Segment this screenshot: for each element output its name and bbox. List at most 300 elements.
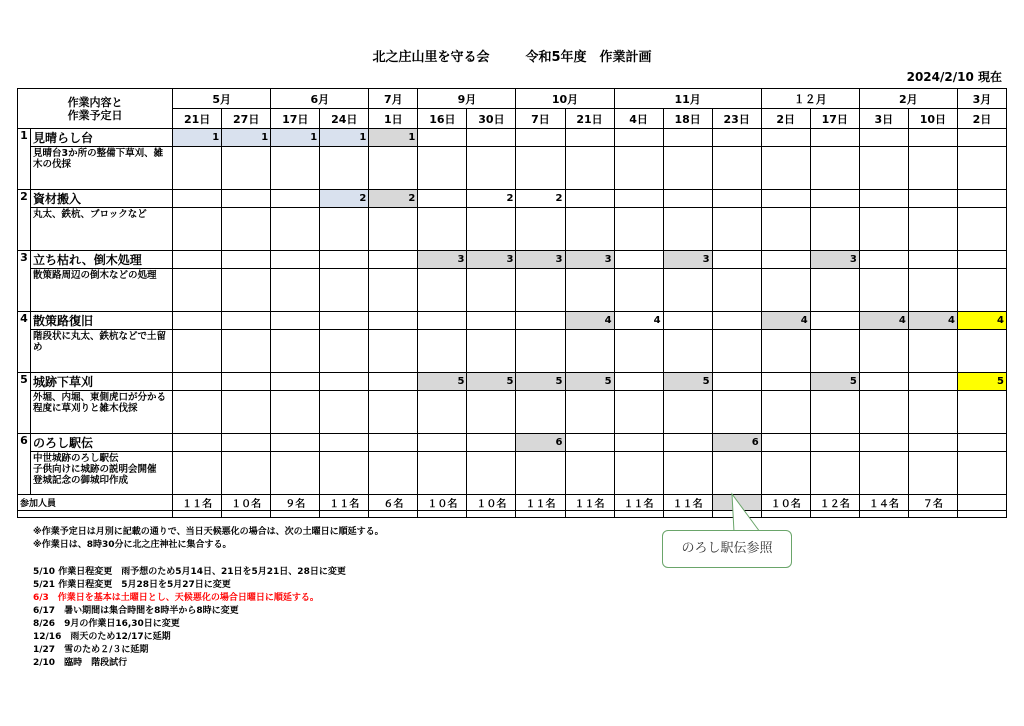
schedule-cell-marked: 3 — [418, 251, 467, 269]
day-header: 10日 — [908, 109, 957, 129]
footer-cell — [663, 511, 712, 518]
notes — [33, 526, 384, 670]
schedule-cell-marked: 5 — [467, 373, 516, 391]
detail-cell — [222, 330, 271, 373]
task-number: 4 — [18, 312, 31, 373]
schedule-cell — [369, 434, 418, 452]
detail-cell — [761, 330, 810, 373]
detail-cell — [614, 330, 663, 373]
footer-cell — [418, 511, 467, 518]
detail-cell — [418, 147, 467, 190]
detail-cell — [614, 391, 663, 434]
as-of-date: 2024/2/10 現在 — [906, 70, 1002, 84]
schedule-cell — [418, 434, 467, 452]
page-title — [0, 46, 1024, 65]
note-line: 2/10 臨時 階段試行 — [33, 658, 128, 668]
participants-cell: １２名 — [810, 495, 859, 511]
schedule-cell-marked: 1 — [320, 129, 369, 147]
task-description-line: 見晴台3か所の整備下草刈、雑木の伐採 — [33, 148, 164, 170]
schedule-cell-marked: 6 — [712, 434, 761, 452]
schedule-cell-marked: 5 — [810, 373, 859, 391]
detail-cell — [957, 269, 1006, 312]
detail-cell — [222, 269, 271, 312]
detail-cell — [565, 208, 614, 251]
day-header: 16日 — [418, 109, 467, 129]
detail-cell — [467, 391, 516, 434]
detail-cell — [565, 452, 614, 495]
detail-cell — [810, 330, 859, 373]
footer-cell — [467, 511, 516, 518]
participants-cell: １１名 — [565, 495, 614, 511]
participants-cell: １１名 — [320, 495, 369, 511]
detail-cell — [369, 147, 418, 190]
schedule-cell-marked: 3 — [663, 251, 712, 269]
schedule-cell — [173, 312, 222, 330]
detail-cell — [222, 452, 271, 495]
schedule-cell — [516, 312, 565, 330]
detail-cell — [663, 452, 712, 495]
detail-cell — [271, 269, 320, 312]
participants-cell — [957, 495, 1006, 511]
day-header: 17日 — [810, 109, 859, 129]
task-description — [31, 208, 173, 251]
detail-cell — [810, 452, 859, 495]
callout-pointer — [720, 492, 780, 534]
task-name: 立ち枯れ、倒木処理 — [31, 251, 173, 269]
detail-cell — [712, 391, 761, 434]
detail-cell — [173, 330, 222, 373]
schedule-cell-marked: 3 — [516, 251, 565, 269]
detail-cell — [467, 452, 516, 495]
detail-cell — [369, 208, 418, 251]
detail-cell — [761, 208, 810, 251]
schedule-cell-marked: 5 — [565, 373, 614, 391]
task-row — [18, 312, 1007, 330]
schedule-cell-marked: 2 — [467, 190, 516, 208]
detail-cell — [859, 330, 908, 373]
note-line: ※作業日は、8時30分に北之庄神社に集合する。 — [33, 540, 232, 550]
schedule-cell — [957, 129, 1006, 147]
task-description — [31, 330, 173, 373]
participants-cell: １１名 — [614, 495, 663, 511]
schedule-cell — [614, 190, 663, 208]
schedule-cell — [565, 190, 614, 208]
participants-cell: ７名 — [908, 495, 957, 511]
detail-cell — [957, 208, 1006, 251]
detail-cell — [418, 330, 467, 373]
footer-cell — [614, 511, 663, 518]
schedule-cell — [614, 373, 663, 391]
schedule-cell — [222, 190, 271, 208]
participants-cell: １４名 — [859, 495, 908, 511]
note-line: 6/17 暑い期間は集合時間を8時半から8時に変更 — [33, 606, 239, 616]
schedule-cell — [614, 129, 663, 147]
note-line: 5/10 作業日程変更 雨予想のため5月14日、21日を5月21日、28日に変更 — [33, 567, 346, 577]
participants-label: 参加人員 — [18, 495, 173, 511]
schedule-cell — [565, 129, 614, 147]
schedule-cell — [810, 434, 859, 452]
participants-row — [18, 495, 1007, 511]
detail-cell — [712, 269, 761, 312]
schedule-cell — [565, 434, 614, 452]
schedule-cell — [271, 434, 320, 452]
detail-cell — [957, 391, 1006, 434]
detail-cell — [614, 452, 663, 495]
schedule-cell — [369, 251, 418, 269]
task-number: 5 — [18, 373, 31, 434]
schedule-cell-marked: 1 — [222, 129, 271, 147]
item-header-line-2: 作業予定日 — [67, 108, 123, 122]
detail-cell — [516, 147, 565, 190]
task-description-line: 登城記念の御城印作成 — [33, 475, 129, 486]
detail-cell — [418, 208, 467, 251]
schedule-cell — [908, 190, 957, 208]
detail-cell — [467, 269, 516, 312]
task-row — [18, 129, 1007, 147]
task-name: 城跡下草刈 — [31, 373, 173, 391]
schedule-cell — [320, 373, 369, 391]
day-header: 4日 — [614, 109, 663, 129]
detail-cell — [516, 391, 565, 434]
schedule-cell — [222, 434, 271, 452]
detail-cell — [663, 330, 712, 373]
schedule-cell-marked: 4 — [859, 312, 908, 330]
detail-cell — [663, 208, 712, 251]
day-header: 17日 — [271, 109, 320, 129]
task-row — [18, 373, 1007, 391]
detail-cell — [663, 391, 712, 434]
detail-cell — [908, 330, 957, 373]
schedule-cell — [859, 251, 908, 269]
schedule-cell-marked: 1 — [173, 129, 222, 147]
detail-cell — [614, 269, 663, 312]
schedule-cell — [810, 129, 859, 147]
detail-cell — [222, 391, 271, 434]
task-description — [31, 452, 173, 495]
task-name: 資材搬入 — [31, 190, 173, 208]
month-header: 2月 — [859, 89, 957, 109]
schedule-cell — [271, 312, 320, 330]
detail-cell — [761, 269, 810, 312]
task-name: 見晴らし台 — [31, 129, 173, 147]
detail-cell — [173, 452, 222, 495]
task-number: 3 — [18, 251, 31, 312]
schedule-cell — [663, 434, 712, 452]
detail-cell — [565, 147, 614, 190]
detail-cell — [908, 391, 957, 434]
day-header: 1日 — [369, 109, 418, 129]
participants-cell: １０名 — [222, 495, 271, 511]
participants-cell: １１名 — [173, 495, 222, 511]
schedule-cell — [908, 251, 957, 269]
detail-cell — [173, 147, 222, 190]
detail-cell — [173, 269, 222, 312]
participants-cell: １０名 — [761, 495, 810, 511]
detail-cell — [565, 269, 614, 312]
detail-cell — [663, 269, 712, 312]
schedule-cell — [908, 129, 957, 147]
detail-cell — [859, 391, 908, 434]
detail-cell — [369, 330, 418, 373]
day-header: 21日 — [173, 109, 222, 129]
task-detail-row — [18, 391, 1007, 434]
task-name: 散策路復旧 — [31, 312, 173, 330]
detail-cell — [565, 391, 614, 434]
detail-cell — [761, 147, 810, 190]
detail-cell — [859, 147, 908, 190]
task-detail-row — [18, 330, 1007, 373]
month-header: 6月 — [271, 89, 369, 109]
detail-cell — [222, 208, 271, 251]
detail-cell — [908, 452, 957, 495]
schedule-cell-marked: 4 — [565, 312, 614, 330]
day-header: 24日 — [320, 109, 369, 129]
day-header: 30日 — [467, 109, 516, 129]
item-header-line-1: 作業内容と — [67, 95, 123, 109]
schedule-cell — [173, 251, 222, 269]
detail-cell — [810, 147, 859, 190]
schedule-cell-marked: 4 — [614, 312, 663, 330]
task-description — [31, 269, 173, 312]
detail-cell — [516, 208, 565, 251]
schedule-cell — [712, 251, 761, 269]
schedule-cell — [761, 373, 810, 391]
task-row — [18, 251, 1007, 269]
schedule-cell — [516, 129, 565, 147]
detail-cell — [467, 147, 516, 190]
schedule-cell — [859, 434, 908, 452]
detail-cell — [418, 269, 467, 312]
schedule-cell-marked: 4 — [761, 312, 810, 330]
detail-cell — [663, 147, 712, 190]
detail-cell — [271, 391, 320, 434]
schedule-cell — [320, 312, 369, 330]
task-description-line: 外堀、内堀、東側虎口が分かる程度に草刈りと雑木伐採 — [33, 392, 167, 414]
schedule-cell-marked: 5 — [418, 373, 467, 391]
detail-cell — [222, 147, 271, 190]
schedule-cell — [712, 373, 761, 391]
task-number: 1 — [18, 129, 31, 190]
detail-cell — [810, 391, 859, 434]
schedule-cell-marked: 5 — [663, 373, 712, 391]
item-header — [18, 89, 173, 129]
schedule-cell — [320, 434, 369, 452]
schedule-cell — [271, 373, 320, 391]
note-line: 1/27 雪のため２/３に延期 — [33, 645, 149, 655]
detail-cell — [418, 391, 467, 434]
schedule-cell — [222, 251, 271, 269]
task-detail-row — [18, 208, 1007, 251]
schedule-cell — [320, 251, 369, 269]
detail-cell — [271, 208, 320, 251]
schedule-cell — [810, 190, 859, 208]
detail-cell — [957, 147, 1006, 190]
schedule-cell — [908, 434, 957, 452]
month-header-row — [18, 89, 1007, 109]
detail-cell — [712, 208, 761, 251]
detail-cell — [173, 391, 222, 434]
schedule-cell — [663, 312, 712, 330]
footer-cell — [18, 511, 173, 518]
schedule-cell — [222, 312, 271, 330]
detail-cell — [369, 391, 418, 434]
detail-cell — [810, 208, 859, 251]
detail-cell — [908, 269, 957, 312]
task-name: のろし駅伝 — [31, 434, 173, 452]
table-footer-row — [18, 511, 1007, 518]
detail-cell — [957, 452, 1006, 495]
detail-cell — [271, 452, 320, 495]
schedule-cell — [957, 251, 1006, 269]
schedule-cell — [173, 190, 222, 208]
callout-box: のろし駅伝参照 — [662, 530, 792, 568]
month-header: 7月 — [369, 89, 418, 109]
detail-cell — [271, 147, 320, 190]
day-header: 23日 — [712, 109, 761, 129]
detail-cell — [957, 330, 1006, 373]
month-header: 9月 — [418, 89, 516, 109]
detail-cell — [271, 330, 320, 373]
participants-cell: １０名 — [467, 495, 516, 511]
month-header: 5月 — [173, 89, 271, 109]
note-line: 5/21 作業日程変更 5月28日を5月27日に変更 — [33, 580, 231, 590]
detail-cell — [614, 147, 663, 190]
task-description-line: 階段状に丸太、鉄杭などで土留め — [33, 331, 167, 353]
schedule-cell-marked: 3 — [810, 251, 859, 269]
day-header: 2日 — [761, 109, 810, 129]
detail-cell — [761, 452, 810, 495]
plan-name: 令和5年度 作業計画 — [525, 50, 652, 65]
detail-cell — [467, 208, 516, 251]
day-header: 18日 — [663, 109, 712, 129]
footer-cell — [859, 511, 908, 518]
schedule-cell — [467, 129, 516, 147]
schedule-cell — [369, 373, 418, 391]
schedule-cell — [418, 312, 467, 330]
task-description-line: 中世城跡のろし駅伝 — [33, 453, 119, 464]
footer-cell — [516, 511, 565, 518]
schedule-cell-marked: 3 — [467, 251, 516, 269]
participants-cell: ９名 — [271, 495, 320, 511]
schedule-cell-marked: 5 — [957, 373, 1006, 391]
detail-cell — [712, 452, 761, 495]
task-row — [18, 190, 1007, 208]
footer-cell — [810, 511, 859, 518]
schedule-cell-marked: 5 — [516, 373, 565, 391]
footer-cell — [173, 511, 222, 518]
schedule-cell-marked: 4 — [957, 312, 1006, 330]
detail-cell — [810, 269, 859, 312]
task-number: 6 — [18, 434, 31, 495]
schedule-cell — [761, 251, 810, 269]
detail-cell — [859, 452, 908, 495]
participants-cell: ６名 — [369, 495, 418, 511]
task-detail-row — [18, 452, 1007, 495]
schedule-cell — [663, 190, 712, 208]
detail-cell — [516, 269, 565, 312]
day-header: 7日 — [516, 109, 565, 129]
schedule-cell — [957, 434, 1006, 452]
day-header: 3日 — [859, 109, 908, 129]
note-line: 6/3 作業日を基本は土曜日とし、天候悪化の場合日曜日に順延する。 — [33, 593, 319, 603]
detail-cell — [320, 391, 369, 434]
schedule-cell-marked: 2 — [369, 190, 418, 208]
footer-cell — [222, 511, 271, 518]
detail-cell — [320, 452, 369, 495]
org-name: 北之庄山里を守る会 — [372, 50, 490, 65]
schedule-cell — [859, 129, 908, 147]
schedule-cell — [418, 129, 467, 147]
schedule-cell — [467, 434, 516, 452]
task-detail-row — [18, 147, 1007, 190]
task-description — [31, 147, 173, 190]
schedule-cell — [761, 190, 810, 208]
participants-cell: １１名 — [663, 495, 712, 511]
schedule-cell-marked: 1 — [369, 129, 418, 147]
schedule-cell — [271, 251, 320, 269]
schedule-cell — [712, 312, 761, 330]
schedule-cell — [712, 129, 761, 147]
detail-cell — [908, 147, 957, 190]
detail-cell — [859, 208, 908, 251]
detail-cell — [320, 269, 369, 312]
schedule-cell — [173, 373, 222, 391]
schedule-cell — [859, 190, 908, 208]
schedule-cell — [761, 434, 810, 452]
schedule-cell — [908, 373, 957, 391]
schedule-cell — [369, 312, 418, 330]
detail-cell — [516, 330, 565, 373]
detail-cell — [369, 269, 418, 312]
task-number: 2 — [18, 190, 31, 251]
schedule-cell-marked: 4 — [908, 312, 957, 330]
schedule-cell — [663, 129, 712, 147]
task-row — [18, 434, 1007, 452]
detail-cell — [565, 330, 614, 373]
footer-cell — [957, 511, 1006, 518]
schedule-cell — [467, 312, 516, 330]
day-header: 2日 — [957, 109, 1006, 129]
schedule-cell — [859, 373, 908, 391]
schedule-cell-marked: 2 — [516, 190, 565, 208]
schedule-cell — [712, 190, 761, 208]
participants-cell: １１名 — [516, 495, 565, 511]
detail-cell — [173, 208, 222, 251]
detail-cell — [859, 269, 908, 312]
footer-cell — [565, 511, 614, 518]
schedule-cell — [614, 434, 663, 452]
footer-cell — [908, 511, 957, 518]
task-detail-row — [18, 269, 1007, 312]
detail-cell — [320, 208, 369, 251]
month-header: １２月 — [761, 89, 859, 109]
schedule-cell-marked: 2 — [320, 190, 369, 208]
footer-cell — [320, 511, 369, 518]
schedule-cell — [957, 190, 1006, 208]
month-header: 11月 — [614, 89, 761, 109]
participants-cell: １０名 — [418, 495, 467, 511]
task-description-line: 子供向けに城跡の説明会開催 — [33, 464, 157, 475]
schedule-cell — [271, 190, 320, 208]
day-header: 21日 — [565, 109, 614, 129]
note-line — [33, 552, 384, 566]
schedule-cell — [173, 434, 222, 452]
note-line: 12/16 雨天のため12/17に延期 — [33, 632, 171, 642]
work-plan-table — [17, 88, 1007, 518]
detail-cell — [418, 452, 467, 495]
month-header: 10月 — [516, 89, 614, 109]
schedule-cell — [810, 312, 859, 330]
